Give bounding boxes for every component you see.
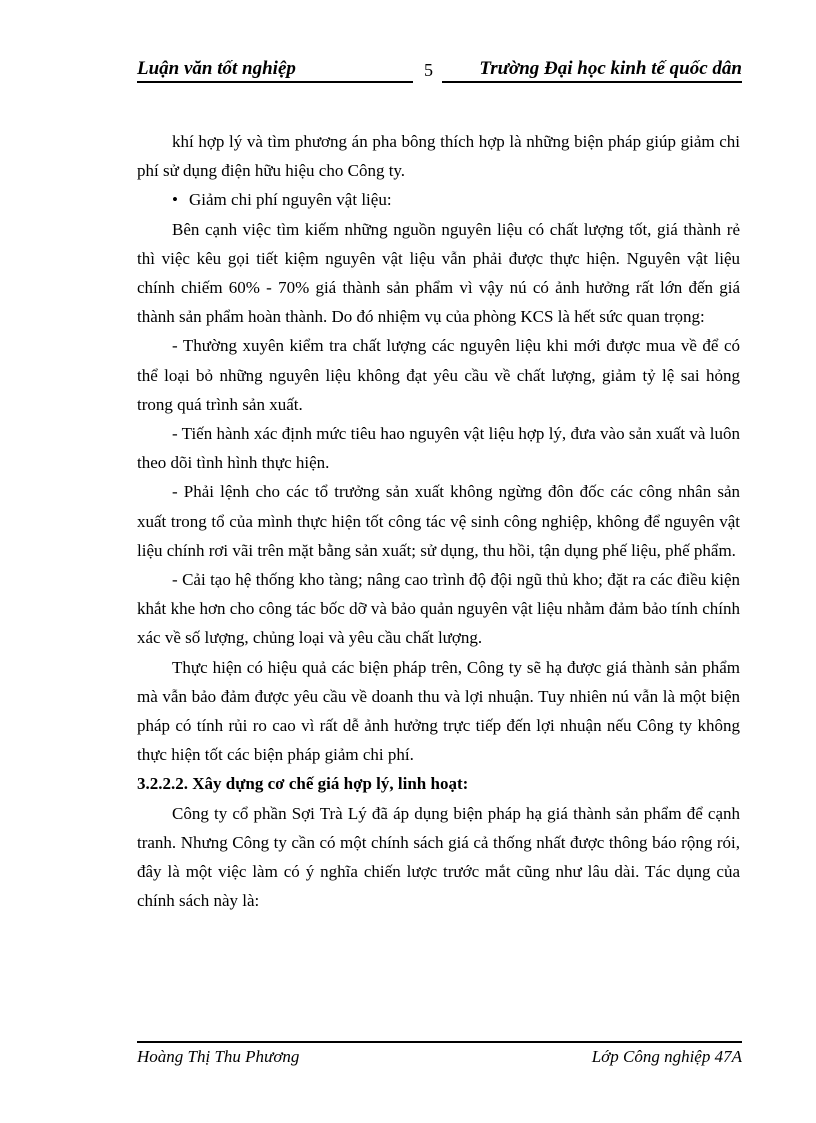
footer-class: Lớp Công nghiệp 47A [591, 1047, 742, 1066]
header-university: Trường Đại học kinh tế quốc dân [479, 58, 742, 79]
footer-author: Hoàng Thị Thu Phương [137, 1047, 300, 1066]
dash-item: - Phải lệnh cho các tổ trưởng sản xuất không ngừng đôn đốc các công nhân sản xuất trong tổ của mình thực hiện tốt công tác vệ sinh công nghiệp, không để nguyên vật liệu chính rơi vãi trên mặt bằng sản xuất; sử dụng, thu hồi, tận dụng phế liệu, phế phẩm. [137, 482, 740, 560]
paragraph: Bên cạnh việc tìm kiếm những nguồn nguyên liệu có chất lượng tốt, giá thành rẻ thì việc kêu gọi tiết kiệm nguyên vật liệu vẫn phải được thực hiện. Nguyên vật liệu chính chiếm 60% - 70% giá thành sản phẩm vì vậy nú có ảnh hưởng rất lớn đến giá thành sản phẩm hoàn thành. Do đó nhiệm vụ của phòng KCS là hết sức quan trọng: [137, 219, 740, 327]
page-header [137, 56, 742, 82]
bullet-item [137, 185, 740, 214]
page-number: 5 [424, 60, 433, 80]
header-thesis-label: Luận văn tốt nghiệp [137, 58, 296, 79]
bullet-icon: • [172, 190, 178, 210]
paragraph: Thực hiện có hiệu quả các biện pháp trên, Công ty sẽ hạ được giá thành sản phẩm mà vẫn bảo đảm được yêu cầu về doanh thu và lợi nhuận. Tuy nhiên nú vẫn là một biện pháp có tính rủi ro cao vì rất dễ ảnh hưởng trực tiếp đến lợi nhuận nếu Công ty không thực hiện tốt các biện pháp giảm chi phí. [137, 657, 740, 765]
section-heading: 3.2.2.2. Xây dựng cơ chế giá hợp lý, linh hoạt: [137, 774, 469, 794]
footer-rule [137, 1041, 742, 1043]
bullet-text: Giảm chi phí nguyên vật liệu: [189, 190, 392, 210]
dash-item: - Thường xuyên kiểm tra chất lượng các nguyên liệu khi mới được mua về để có thể loại bỏ những nguyên liệu không đạt yêu cầu về chất lượng, giảm tỷ lệ sai hỏng trong quá trình sản xuất. [137, 336, 740, 414]
header-rule-left [137, 81, 413, 83]
dash-item: - Tiến hành xác định mức tiêu hao nguyên vật liệu hợp lý, đưa vào sản xuất và luôn theo dõi tình hình thực hiện. [137, 424, 740, 473]
paragraph: Công ty cổ phần Sợi Trà Lý đã áp dụng biện pháp hạ giá thành sản phẩm để cạnh tranh. Nhưng Công ty cần có một chính sách giá cả thống nhất được thông báo rộng rói, đây là một việc làm có ý nghĩa chiến lược trước mắt cũng như lâu dài. Tác dụng của chính sách này là: [137, 803, 740, 911]
paragraph: khí hợp lý và tìm phương án pha bông thích hợp là những biện pháp giúp giảm chi phí sử dụng điện hữu hiệu cho Công ty. [137, 132, 740, 181]
page-footer [137, 1041, 742, 1066]
dash-item: - Cải tạo hệ thống kho tàng; nâng cao trình độ đội ngũ thủ kho; đặt ra các điều kiện khắt khe hơn cho công tác bốc dỡ và bảo quản nguyên vật liệu nhằm đảm bảo tính chính xác về số lượng, chủng loại và yêu cầu chất lượng. [137, 570, 740, 648]
document-body [137, 127, 740, 915]
header-rule-right [442, 81, 742, 83]
